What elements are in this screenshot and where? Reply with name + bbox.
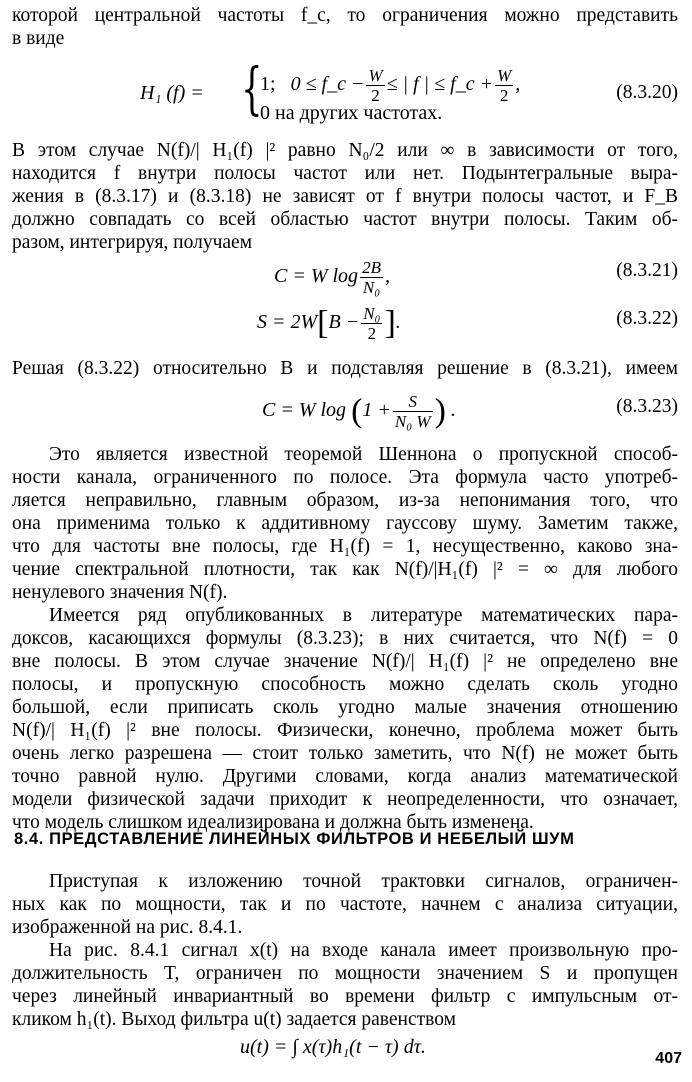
text-line: чение спектральной плотности, так как N(f)/|H₁(f) |² = ∞ для любого bbox=[12, 559, 678, 580]
text-line: кликом h₁(t). Выход фильтра u(t) задается равенством bbox=[12, 1009, 456, 1030]
equation-number: (8.3.21) bbox=[616, 260, 678, 281]
text-line: которой центральной частоты f_c, то ограничения можно представить bbox=[12, 5, 678, 26]
equation-lhs: H₁ (f) = bbox=[140, 82, 204, 104]
text-line: В этом случае N(f)/| H₁(f) |² равно N₀/2 или ∞ в зависимости от того, bbox=[12, 140, 678, 161]
equation-8-3-23 bbox=[12, 388, 678, 431]
text-line: ности канала, ограниченного по полосе. Эта формула часто употреб- bbox=[12, 467, 678, 488]
text-line: через линейный инвариантный во времени фильтр с импульсным от- bbox=[12, 986, 678, 1007]
text-line: что модель слишком идеализирована и должна быть изменена. bbox=[12, 812, 534, 833]
text-line: вне полосы. В этом случае значение N(f)/| H₁(f) |² не определено вне bbox=[12, 651, 678, 672]
equation-number: (8.3.20) bbox=[616, 82, 678, 103]
text-line: изображенной на рис. 8.4.1. bbox=[12, 917, 243, 938]
text-line: должительность T, ограничен по мощности значением S и пропущен bbox=[12, 963, 678, 984]
equation-body: C = W log $\frac{2B}{\text{N₀}}$ , bbox=[274, 258, 390, 297]
equation-body: C = W log (1 + $\frac{S}{\text{N₀ W}}$ ) . bbox=[262, 392, 456, 431]
text-line: ненулевого значения N(f). bbox=[12, 582, 228, 603]
equation-body: S = 2W[B − $\frac{\text{N₀}}{2}$ ]. bbox=[257, 304, 401, 343]
equation-number: (8.3.22) bbox=[616, 308, 678, 329]
text-line: Это является известной теоремой Шеннона о пропускной способ- bbox=[49, 444, 678, 465]
text-line: находится f внутри полосы частот или нет. Подынтегральные выра- bbox=[12, 163, 678, 184]
text-line: в виде bbox=[12, 28, 65, 49]
text-line: N(f)/| H₁(f) |² вне полосы. Физически, конечно, проблема может быть bbox=[12, 720, 678, 741]
left-brace: { bbox=[241, 57, 263, 122]
fraction: $\frac{2B}{\text{N₀}}$ bbox=[362, 258, 381, 297]
text-line: ных как по мощности, так и по частоте, начнем с анализа ситуации, bbox=[12, 894, 678, 915]
text-line: очень легко разрешена — стоит только заметить, что N(f) не может быть bbox=[12, 743, 678, 764]
equation-8-3-21 bbox=[12, 252, 678, 297]
text-line: На рис. 8.4.1 сигнал x(t) на входе канала имеет произвольную про- bbox=[49, 940, 678, 961]
text-line: Имеется ряд опубликованных в литературе математических пара- bbox=[49, 605, 678, 626]
text-line: жения в (8.3.17) и (8.3.18) не зависят от f внутри полосы частот, и F_B bbox=[12, 186, 678, 207]
convolution-equation bbox=[12, 1034, 678, 1064]
fraction: $\frac{S}{\text{N₀ W}}$ bbox=[394, 392, 431, 431]
text-line: модели физической задачи приходит к неопределенности, что означает, bbox=[12, 789, 678, 810]
equation-case-1: 1; 0 ≤ f_c − $\frac{W}{2}$ ≤ | f | ≤ f_c + $\frac{W}{2}$ , bbox=[260, 66, 521, 105]
fraction: $\frac{W}{2}$ bbox=[368, 66, 383, 105]
text-line: Решая (8.3.22) относительно B и подставляя решение в (8.3.21), имеем bbox=[12, 358, 678, 379]
text-line: полосы, и пропускную способность можно сделать сколь угодно bbox=[12, 674, 678, 695]
text-line: большой, если приписать сколь угодно малые значения отношению bbox=[12, 697, 678, 718]
text-line: должно совпадать со всей областью частот внутри полосы. Таким об- bbox=[12, 209, 678, 230]
text-line: что для частоты вне полосы, где H₁(f) = 1, несущественно, каково зна- bbox=[12, 536, 678, 557]
section-heading: 8.4. ПРЕДСТАВЛЕНИЕ ЛИНЕЙНЫХ ФИЛЬТРОВ И НЕБЕЛЫЙ ШУМ bbox=[14, 830, 575, 848]
page-number: 407 bbox=[655, 1050, 682, 1067]
text-line: точно равной нулю. Другими словами, когда анализ математической bbox=[12, 766, 678, 787]
text-line: она применима только к аддитивному гауссову шуму. Заметим также, bbox=[12, 513, 678, 534]
equation-body: u(t) = ∫ x(τ)h₁(t − τ) dτ. bbox=[240, 1036, 426, 1058]
fraction: $\frac{W}{2}$ bbox=[497, 66, 512, 105]
text-line: Приступая к изложению точной трактовки сигналов, ограничен- bbox=[49, 871, 678, 892]
equation-case-2: 0 на других частотах. bbox=[260, 102, 443, 124]
text-line: доксов, касающихся формулы (8.3.23); в них считается, что N(f) = 0 bbox=[12, 628, 678, 649]
text-line: разом, интегрируя, получаем bbox=[12, 232, 253, 253]
fraction: $\frac{\text{N₀}}{2}$ bbox=[363, 304, 381, 343]
equation-8-3-20 bbox=[12, 57, 678, 132]
text-line: ляется неправильно, главным образом, из-за непонимания того, что bbox=[12, 490, 678, 511]
equation-number: (8.3.23) bbox=[616, 396, 678, 417]
equation-8-3-22 bbox=[12, 300, 678, 343]
